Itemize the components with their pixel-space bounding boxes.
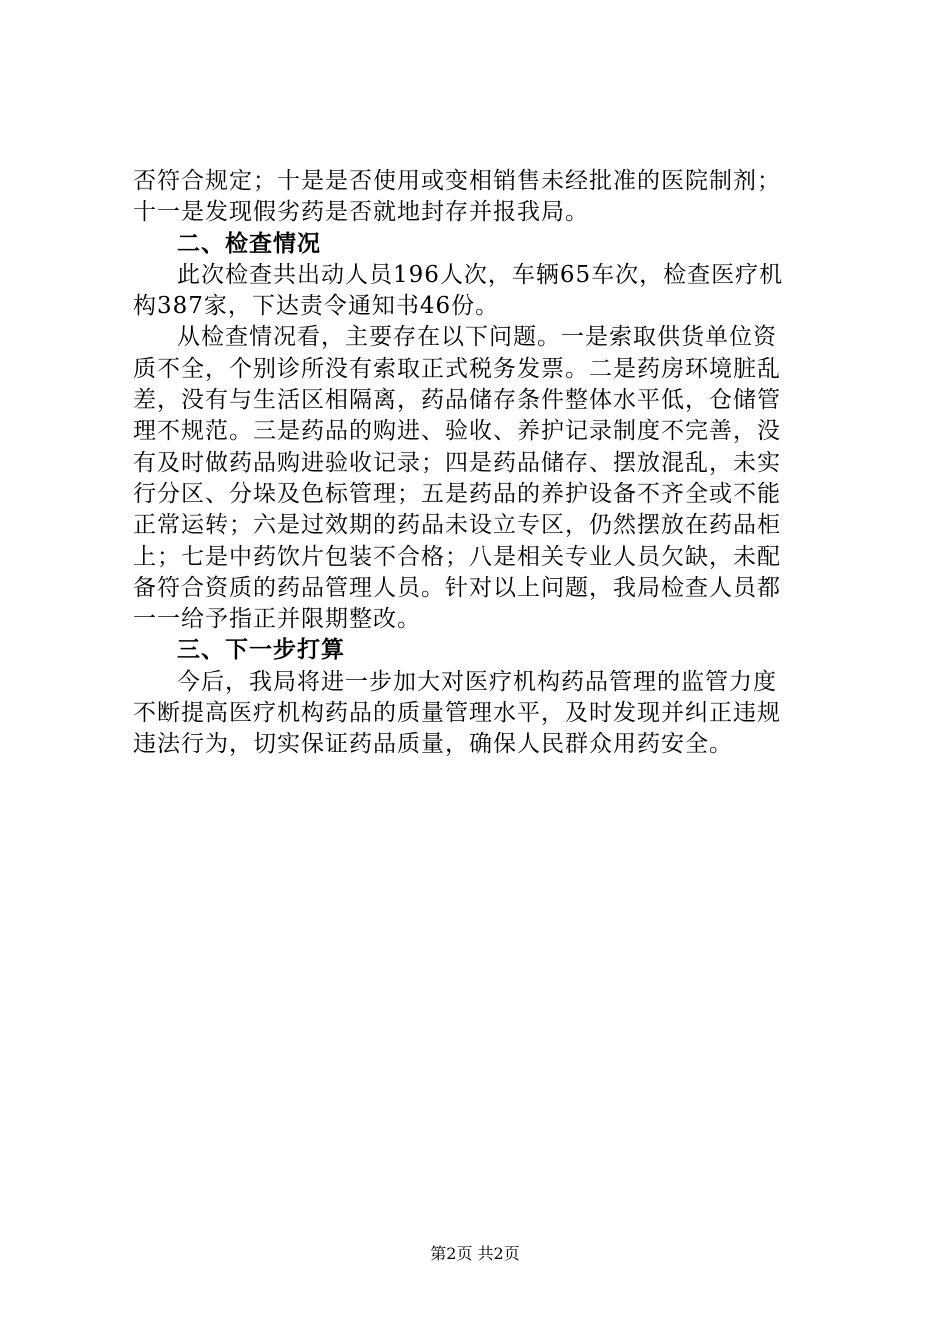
text-line: 备符合资质的药品管理人员。针对以上问题，我局检查人员都 (133, 574, 781, 601)
text-line: 差，没有与生活区相隔离，药品储存条件整体水平低，仓储管 (133, 387, 781, 414)
text-line: 质不全，个别诊所没有索取正式税务发票。二是药房环境脏乱 (133, 355, 781, 382)
section-heading-inspection: 二、检查情况 (177, 230, 321, 257)
text-line: 否符合规定；十是是否使用或变相销售未经批准的医院制剂； (133, 168, 781, 194)
text-line: 违法行为，切实保证药品质量，确保人民群众用药安全。 (133, 731, 733, 758)
document-body (133, 166, 828, 761)
text-line: 从检查情况看，主要存在以下问题。一是索取供货单位资 (177, 324, 777, 351)
text-line: 有及时做药品购进验收记录；四是药品储存、摆放混乱，未实 (133, 449, 781, 476)
text-line: 不断提高医疗机构药品的质量管理水平，及时发现并纠正违规 (133, 700, 781, 727)
text-line: 理不规范。三是药品的购进、验收、养护记录制度不完善，没 (133, 418, 781, 445)
text-line: 构387家，下达责令通知书46份。 (133, 293, 500, 320)
text-line: 行分区、分垛及色标管理；五是药品的养护设备不齐全或不能 (133, 480, 781, 507)
text-line: 此次检查共出动人员196人次，车辆65车次，检查医疗机 (177, 261, 784, 288)
section-heading-next-steps: 三、下一步打算 (177, 637, 345, 664)
text-line: 正常运转；六是过效期的药品未设立专区，仍然摆放在药品柜 (133, 512, 781, 539)
text-line: 今后，我局将进一步加大对医疗机构药品管理的监管力度 (177, 668, 777, 695)
text-line: 上；七是中药饮片包装不合格；八是相关专业人员欠缺，未配 (133, 543, 781, 570)
page-number-footer: 第2页 共2页 (430, 1244, 520, 1263)
text-line: 十一是发现假劣药是否就地封存并报我局。 (133, 199, 589, 226)
text-line: 一一给予指正并限期整改。 (133, 606, 421, 633)
